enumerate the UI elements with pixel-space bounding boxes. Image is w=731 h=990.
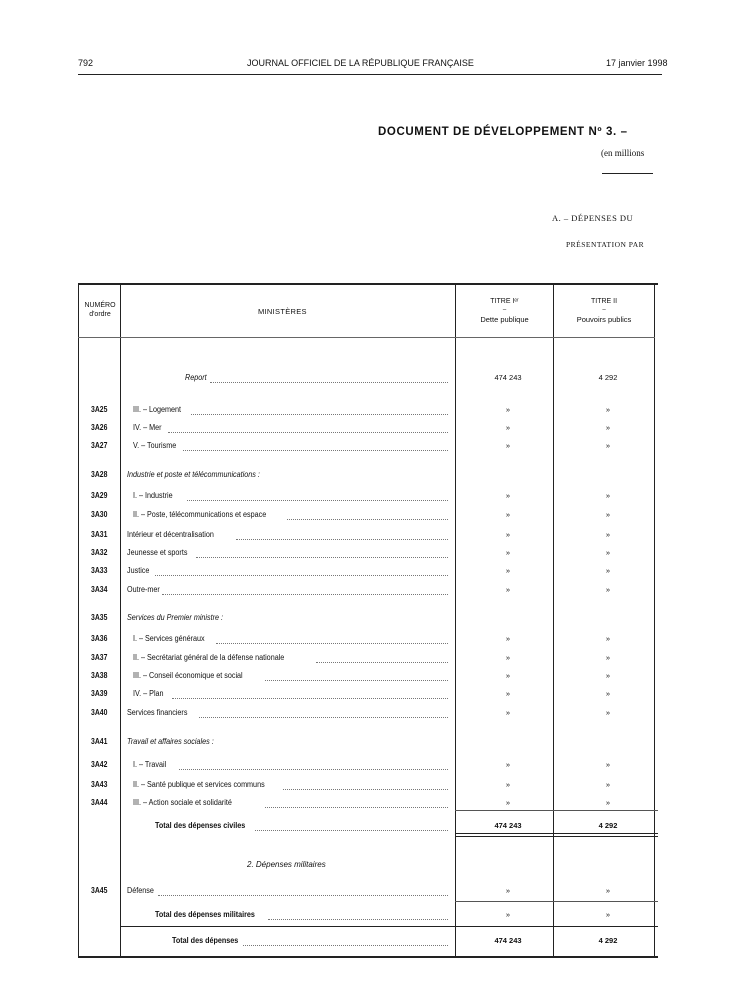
leader-dots	[216, 643, 448, 644]
leader-dots	[316, 662, 448, 663]
row-titre1: »	[505, 441, 511, 450]
table-left-rule	[78, 283, 79, 957]
report-label: Report	[185, 373, 207, 382]
row-titre1: »	[505, 708, 511, 717]
table-bottom-rule	[78, 956, 658, 958]
total-titre2: 4 292	[598, 936, 618, 945]
row-titre2: »	[605, 708, 611, 717]
col-header-titre1-sub: Dette publique	[480, 315, 529, 324]
leader-dots	[187, 500, 448, 501]
row-titre2: »	[605, 671, 611, 680]
row-code: 3A37	[91, 653, 108, 662]
row-label: Industrie et poste et télécommunications :	[127, 470, 260, 479]
row-code: 3A26	[91, 423, 108, 432]
leader-dots	[196, 557, 448, 558]
col-divider-code	[120, 283, 121, 957]
row-code: 3A36	[91, 634, 108, 643]
row-code: 3A44	[91, 798, 108, 807]
row-label: I. – Travail	[133, 760, 167, 769]
row-titre2: »	[605, 585, 611, 594]
total-civiles-label: Total des dépenses civiles	[155, 821, 246, 830]
row-label: Jeunesse et sports	[127, 548, 188, 557]
row-titre2: »	[605, 689, 611, 698]
leader-dots	[268, 919, 448, 920]
row-code: 3A45	[91, 886, 108, 895]
row-label: III. – Logement	[133, 405, 182, 414]
leader-dots	[162, 594, 448, 595]
col-header-titre2: TITRE II	[590, 298, 618, 305]
issue-date: 17 janvier 1998	[606, 58, 668, 68]
col-header-titre1-dash: –	[502, 307, 507, 313]
col-divider-titre1	[553, 283, 554, 957]
leader-dots	[255, 830, 448, 831]
row-titre1: »	[505, 780, 511, 789]
row-titre2: »	[605, 780, 611, 789]
row-titre1: »	[505, 510, 511, 519]
subtotal-rule	[455, 901, 658, 902]
units-note: (en millions	[601, 148, 645, 158]
subsection-heading: PRÉSENTATION PAR	[566, 240, 645, 249]
page-number: 792	[78, 58, 94, 68]
row-code: 3A30	[91, 510, 108, 519]
subtotal-rule	[455, 810, 658, 811]
total-civiles-rule-2	[455, 836, 658, 837]
leader-dots	[283, 789, 448, 790]
col-header-numero: NUMÉRO d'ordre	[84, 302, 116, 318]
row-titre1: »	[505, 886, 511, 895]
row-titre2: »	[605, 530, 611, 539]
row-label: III. – Conseil économique et social	[133, 671, 243, 680]
col-divider-ministeres	[455, 283, 456, 957]
total-civiles-rule-1	[455, 833, 658, 834]
total-militaires-titre1: »	[505, 910, 511, 919]
row-label: III. – Action sociale et solidarité	[133, 798, 232, 807]
row-titre2: »	[605, 405, 611, 414]
table-top-rule	[78, 283, 658, 285]
row-label: Travail et affaires sociales :	[127, 737, 214, 746]
row-code: 3A32	[91, 548, 108, 557]
row-titre1: »	[505, 491, 511, 500]
row-code: 3A40	[91, 708, 108, 717]
leader-dots	[265, 680, 449, 681]
report-titre2: 4 292	[598, 373, 618, 382]
row-titre1: »	[505, 405, 511, 414]
row-code: 3A28	[91, 470, 108, 479]
row-titre2: »	[605, 760, 611, 769]
row-titre2: »	[605, 886, 611, 895]
row-code: 3A27	[91, 441, 108, 450]
row-code: 3A34	[91, 585, 108, 594]
row-label: Services financiers	[127, 708, 188, 717]
total-militaires-label: Total des dépenses militaires	[155, 910, 255, 919]
col-divider-titre2	[654, 283, 655, 957]
row-label: I. – Services généraux	[133, 634, 205, 643]
row-label: IV. – Mer	[133, 423, 162, 432]
row-label: I. – Industrie	[133, 491, 173, 500]
row-titre1: »	[505, 798, 511, 807]
leader-dots	[210, 382, 448, 383]
report-titre1: 474 243	[494, 373, 522, 382]
leader-dots	[236, 539, 448, 540]
row-titre1: »	[505, 760, 511, 769]
header-bottom-rule	[78, 337, 655, 338]
total-militaires-titre2: »	[605, 910, 611, 919]
row-titre1: »	[505, 689, 511, 698]
total-label: Total des dépenses	[172, 936, 239, 945]
row-titre1: »	[505, 634, 511, 643]
row-label: Justice	[127, 566, 150, 575]
col-header-titre2-sub: Pouvoirs publics	[576, 315, 632, 324]
row-titre2: »	[605, 548, 611, 557]
leader-dots	[179, 769, 448, 770]
row-titre2: »	[605, 798, 611, 807]
row-titre2: »	[605, 566, 611, 575]
document-title: DOCUMENT DE DÉVELOPPEMENT Nº 3. –	[378, 126, 628, 138]
row-titre1: »	[505, 530, 511, 539]
total-civiles-titre2: 4 292	[598, 821, 618, 830]
row-label: Intérieur et décentralisation	[127, 530, 214, 539]
row-titre1: »	[505, 585, 511, 594]
leader-dots	[243, 945, 448, 946]
leader-dots	[172, 698, 448, 699]
total-civiles-titre1: 474 243	[494, 821, 522, 830]
row-titre1: »	[505, 548, 511, 557]
title-rule	[602, 173, 653, 174]
leader-dots	[191, 414, 449, 415]
col-header-ministeres: MINISTÈRES	[258, 307, 307, 316]
col-header-titre1: TITRE Iᵉʳ	[490, 298, 519, 305]
row-code: 3A43	[91, 780, 108, 789]
row-code: 3A25	[91, 405, 108, 414]
section-heading: A. – DÉPENSES DU	[552, 213, 634, 223]
leader-dots	[265, 807, 449, 808]
row-label: II. – Santé publique et services communs	[133, 780, 265, 789]
leader-dots	[155, 575, 448, 576]
row-code: 3A41	[91, 737, 108, 746]
leader-dots	[287, 519, 448, 520]
row-titre1: »	[505, 653, 511, 662]
leader-dots	[158, 895, 448, 896]
row-label: IV. – Plan	[133, 689, 164, 698]
row-label: II. – Poste, télécommunications et espace	[133, 510, 267, 519]
militaires-heading: 2. Dépenses militaires	[247, 860, 326, 869]
row-titre2: »	[605, 653, 611, 662]
row-code: 3A35	[91, 613, 108, 622]
row-code: 3A42	[91, 760, 108, 769]
row-label: Défense	[127, 886, 154, 895]
row-code: 3A29	[91, 491, 108, 500]
row-label: II. – Secrétariat général de la défense nationale	[133, 653, 285, 662]
row-code: 3A31	[91, 530, 108, 539]
col-header-titre2-dash: –	[602, 307, 606, 313]
row-titre2: »	[605, 510, 611, 519]
leader-dots	[168, 432, 448, 433]
total-militaires-rule	[121, 926, 658, 927]
header-rule	[78, 74, 662, 75]
row-label: Services du Premier ministre :	[127, 613, 224, 622]
row-titre1: »	[505, 671, 511, 680]
total-titre1: 474 243	[494, 936, 522, 945]
row-titre2: »	[605, 441, 611, 450]
row-code: 3A39	[91, 689, 108, 698]
leader-dots	[199, 717, 448, 718]
row-titre1: »	[505, 423, 511, 432]
row-titre2: »	[605, 634, 611, 643]
row-label: Outre-mer	[127, 585, 160, 594]
leader-dots	[183, 450, 448, 451]
row-titre1: »	[505, 566, 511, 575]
row-titre2: »	[605, 491, 611, 500]
row-code: 3A33	[91, 566, 108, 575]
row-titre2: »	[605, 423, 611, 432]
journal-title: JOURNAL OFFICIEL DE LA RÉPUBLIQUE FRANÇAISE	[247, 58, 474, 68]
row-label: V. – Tourisme	[133, 441, 177, 450]
row-code: 3A38	[91, 671, 108, 680]
